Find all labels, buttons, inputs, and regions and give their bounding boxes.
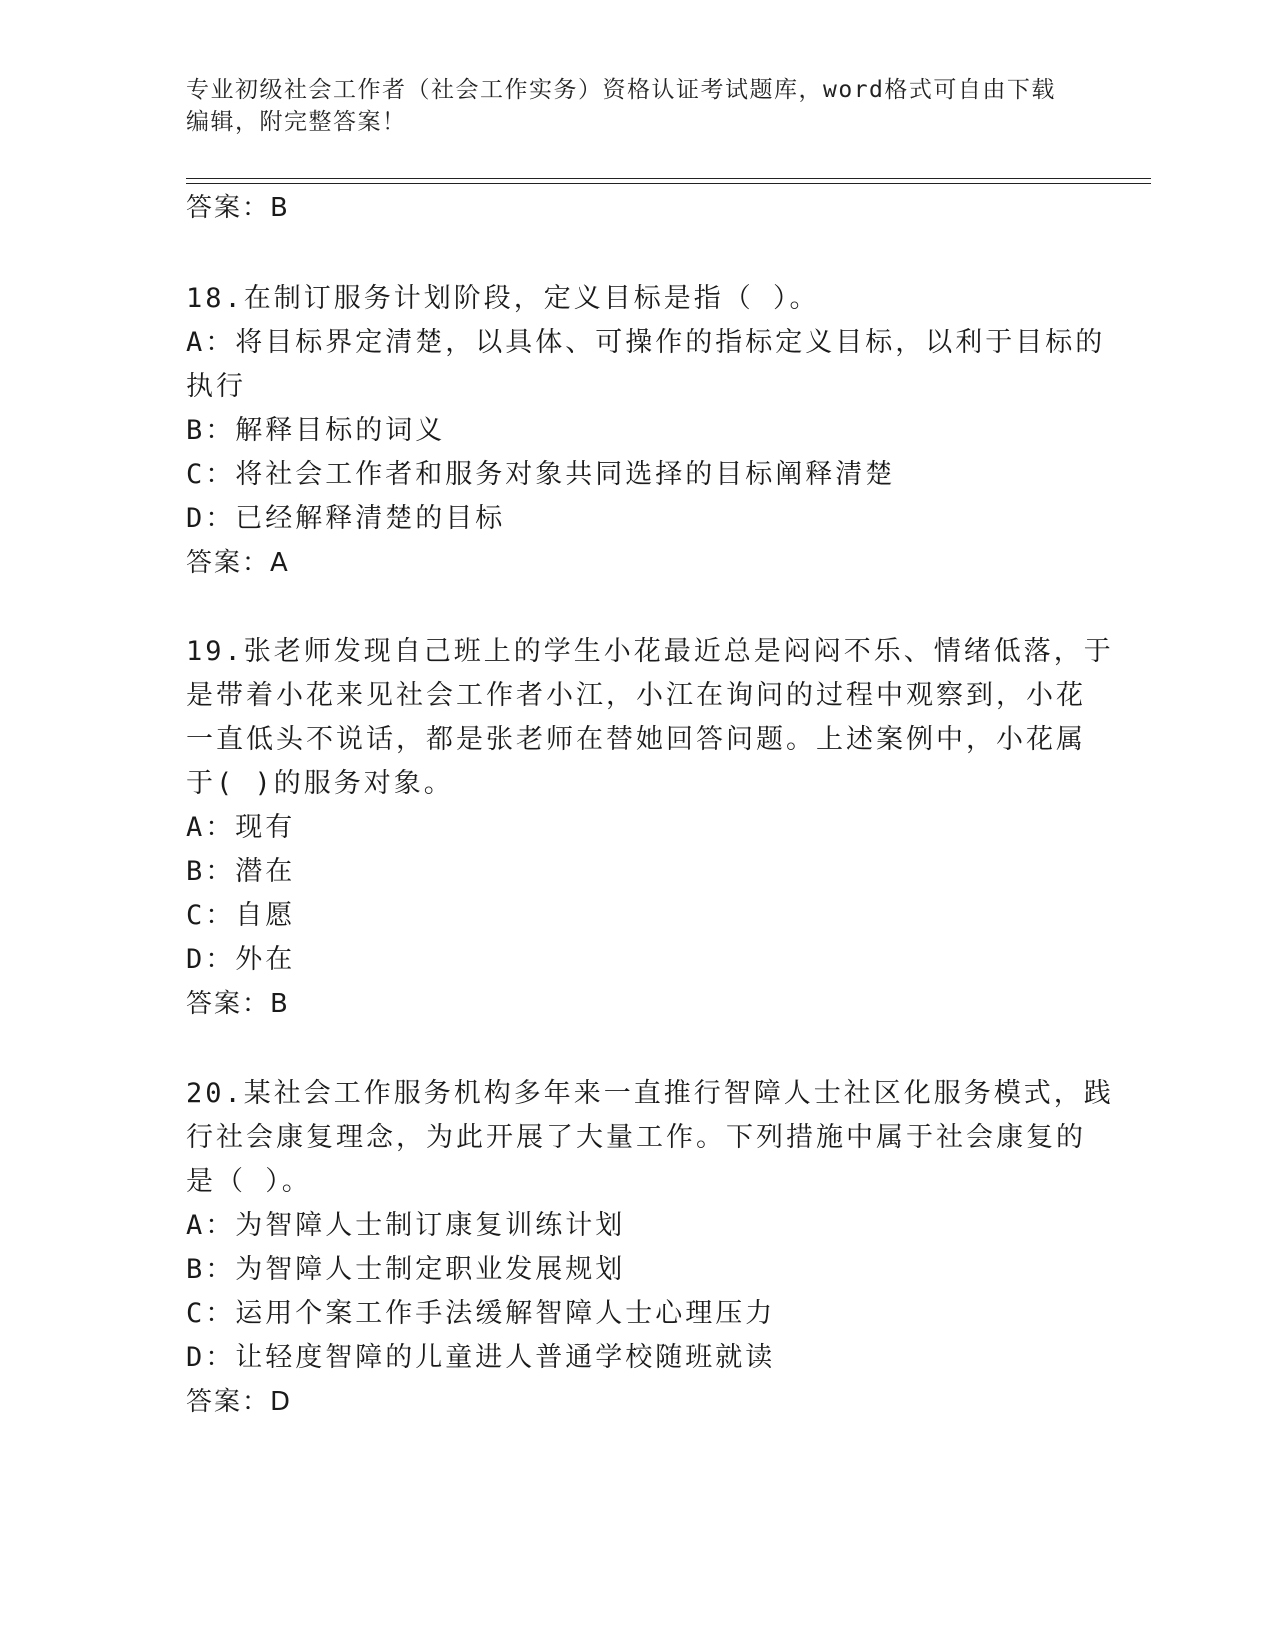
question-18-option-c: C：将社会工作者和服务对象共同选择的目标阐释清楚 [186, 459, 896, 490]
question-19-stem-line-2: 是带着小花来见社会工作者小江，小江在询问的过程中观察到，小花 [186, 680, 1086, 711]
header-line-2: 编辑，附完整答案！ [186, 109, 407, 135]
question-18-option-d: D：已经解释清楚的目标 [186, 503, 506, 534]
question-19-option-b: B：潜在 [186, 856, 296, 887]
question-18-answer: 答案：A [186, 548, 290, 578]
question-20-stem-line-2: 行社会康复理念，为此开展了大量工作。下列措施中属于社会康复的 [186, 1122, 1086, 1153]
header-line-1: 专业初级社会工作者（社会工作实务）资格认证考试题库，word格式可自由下载 [186, 77, 1056, 103]
question-19-option-a: A：现有 [186, 812, 296, 843]
question-20-option-b: B：为智障人士制定职业发展规划 [186, 1254, 626, 1285]
question-19-stem-line-4: 于( )的服务对象。 [186, 768, 454, 799]
question-20-answer: 答案：D [186, 1387, 293, 1417]
question-20-option-a: A：为智障人士制订康复训练计划 [186, 1210, 626, 1241]
question-19-option-c: C：自愿 [186, 900, 296, 931]
question-20-stem-line-3: 是（ ）。 [186, 1166, 312, 1197]
question-19-stem-line-3: 一直低头不说话，都是张老师在替她回答问题。上述案例中，小花属 [186, 724, 1086, 755]
header-divider-bottom [186, 183, 1151, 184]
question-20-stem-line-1: 20.某社会工作服务机构多年来一直推行智障人士社区化服务模式，践 [186, 1078, 1114, 1109]
header-divider-top [186, 178, 1151, 179]
question-20-option-c: C：运用个案工作手法缓解智障人士心理压力 [186, 1298, 776, 1329]
previous-answer: 答案：B [186, 193, 290, 223]
page-header [186, 74, 1086, 138]
question-18-stem-line-1: 18.在制订服务计划阶段，定义目标是指（ ）。 [186, 283, 820, 314]
question-19-option-d: D：外在 [186, 944, 296, 975]
question-20-option-d: D：让轻度智障的儿童进人普通学校随班就读 [186, 1342, 776, 1373]
question-18-option-b: B：解释目标的词义 [186, 415, 446, 446]
question-19-answer: 答案：B [186, 989, 290, 1019]
question-18-option-a: A：将目标界定清楚，以具体、可操作的指标定义目标，以利于目标的 [186, 327, 1106, 358]
question-19-stem-line-1: 19.张老师发现自己班上的学生小花最近总是闷闷不乐、情绪低落，于 [186, 636, 1114, 667]
question-18-option-a-cont: 执行 [186, 371, 246, 402]
